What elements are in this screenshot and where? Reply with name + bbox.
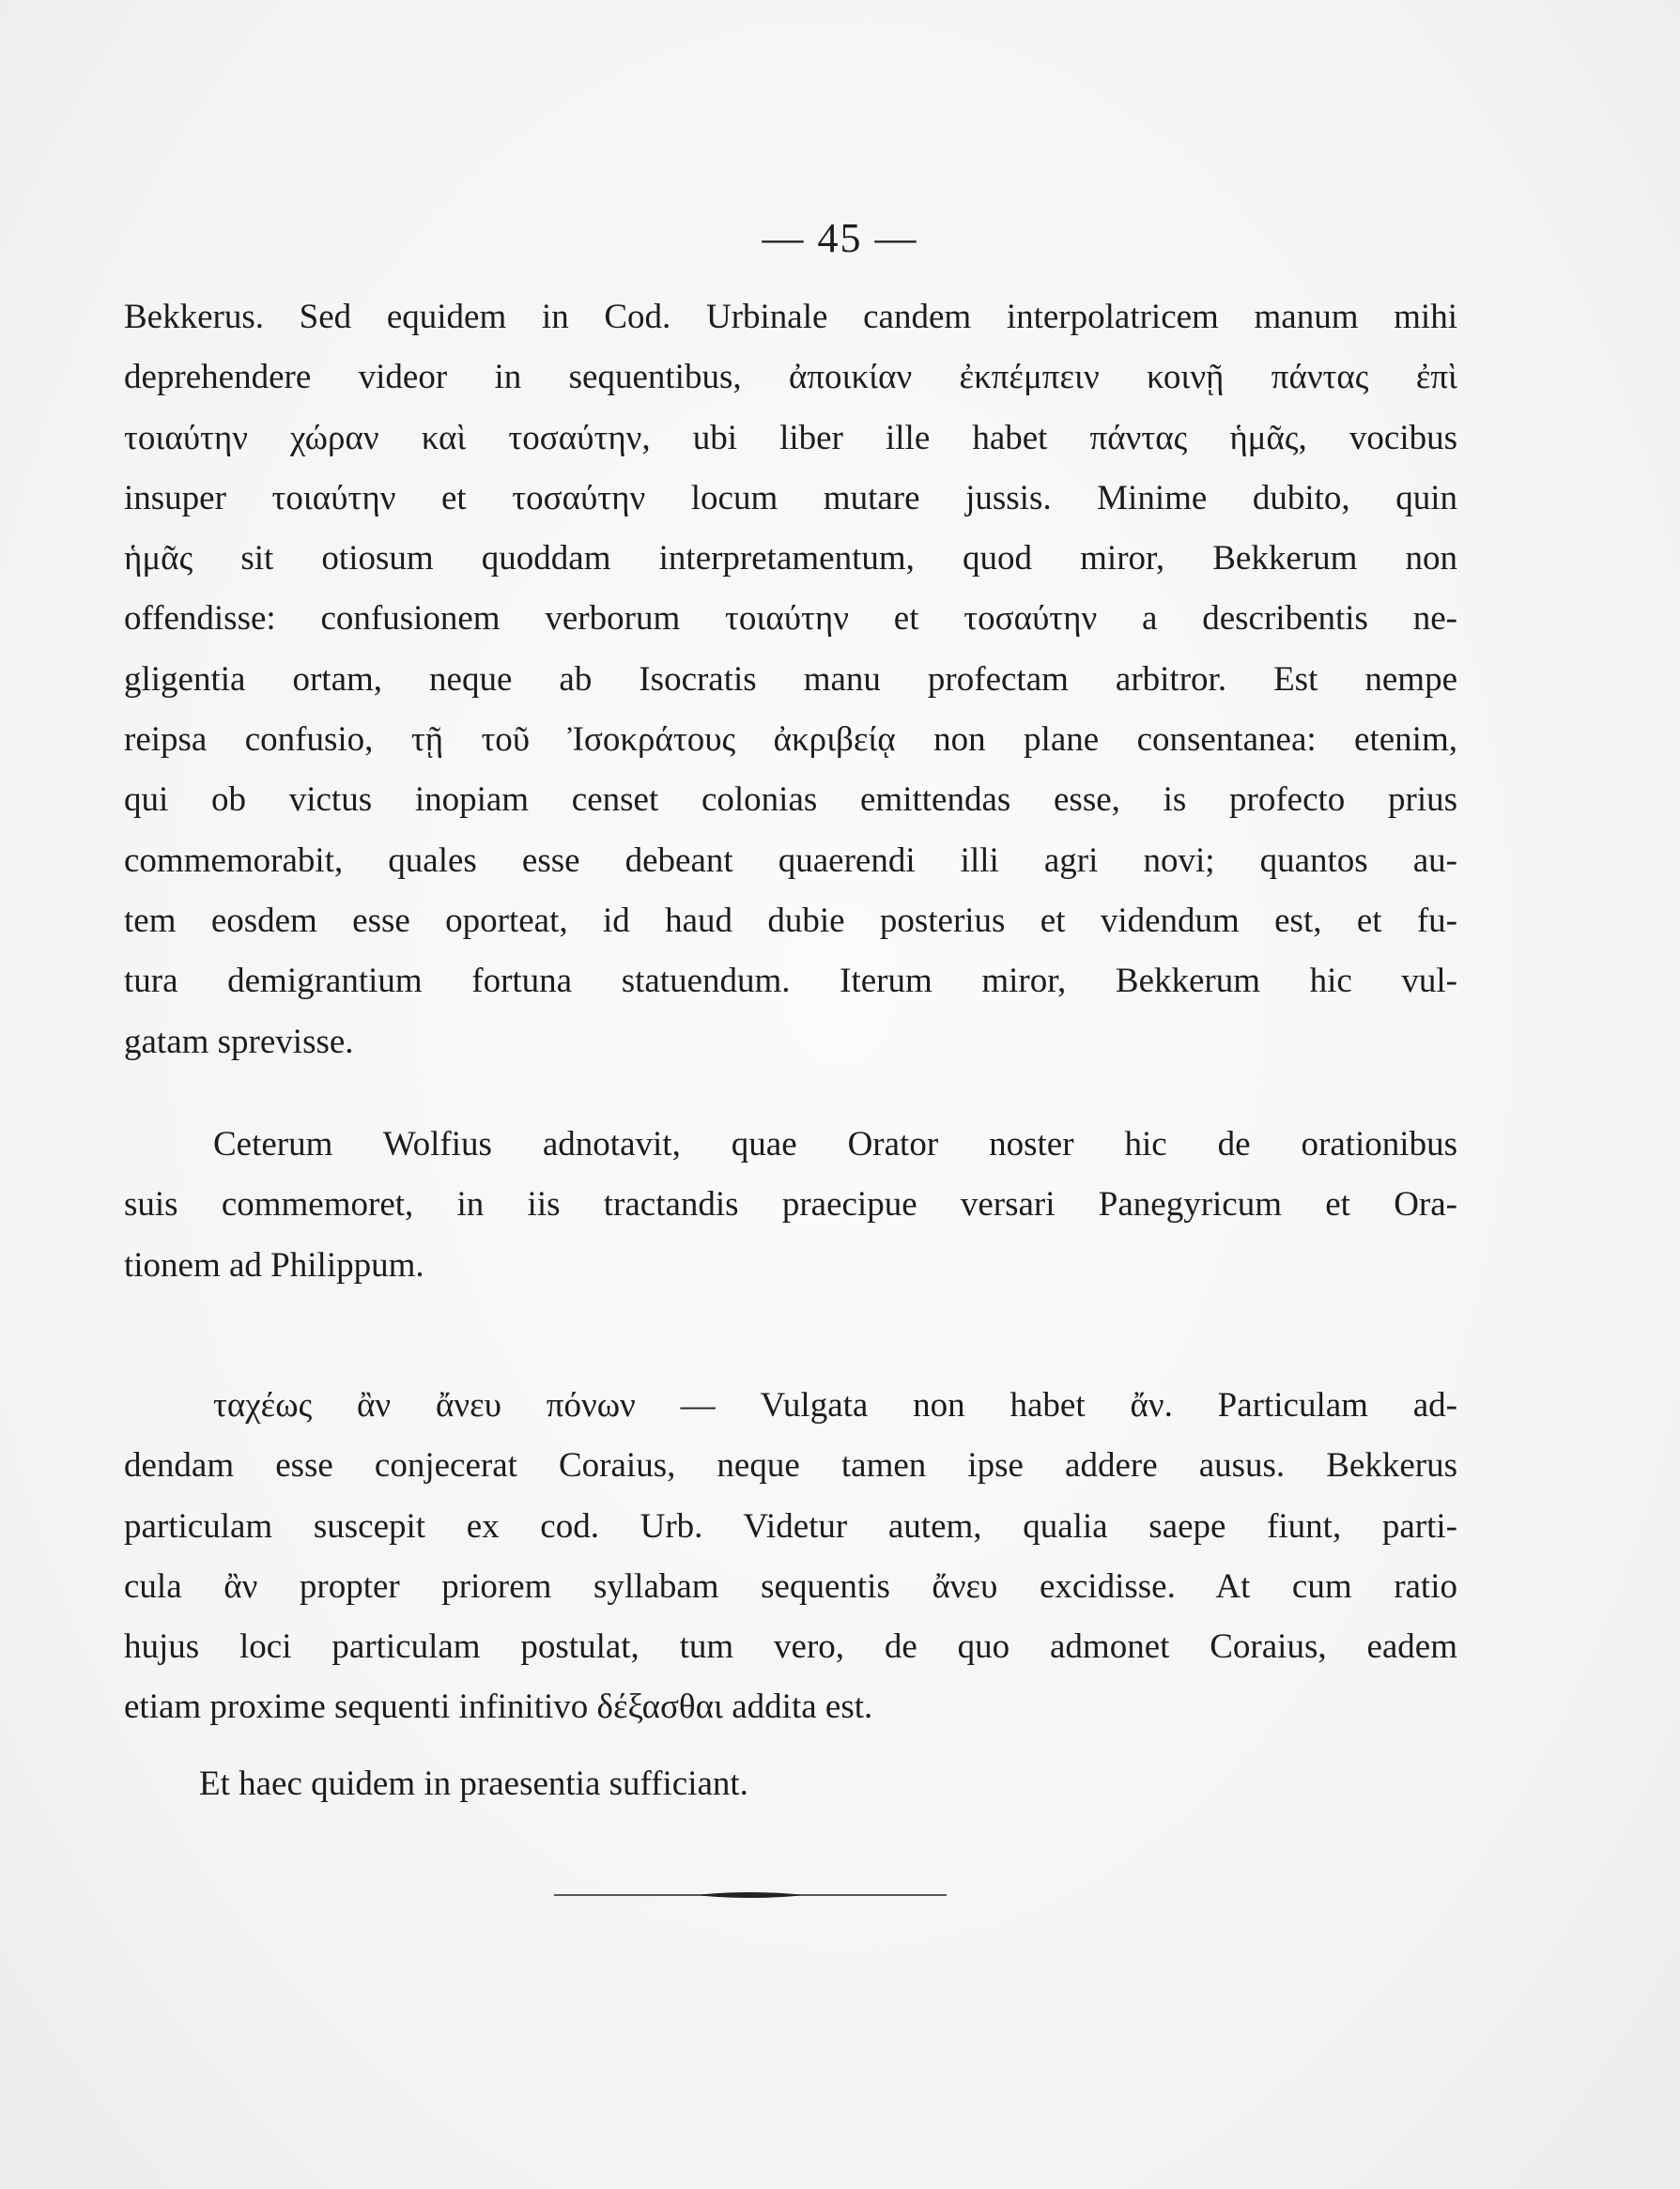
text-line: dendam esse conjecerat Coraius, neque tamen ipse addere ausus. Bekkerus: [124, 1446, 1457, 1486]
text-line: cula ἂν propter priorem syllabam sequentis ἄνευ excidisse. At cum ratio: [124, 1566, 1457, 1606]
text-line: reipsa confusio, τῇ τοῦ Ἰσοκράτους ἀκριβείᾳ non plane consentanea: etenim,: [124, 720, 1457, 760]
text-line: insuper τοιαύτην et τοσαύτην locum mutare jussis. Minime dubito, quin: [124, 478, 1457, 517]
text-line: tura demigrantium fortuna statuendum. Iterum miror, Bekkerum hic vul-: [124, 962, 1457, 1001]
text-line: Ceterum Wolfius adnotavit, quae Orator noster hic de orationibus: [213, 1125, 1457, 1164]
closing-rule-ornament: [554, 1890, 947, 1900]
paragraph-4: [124, 1754, 1457, 1814]
paragraph-1: [124, 287, 1457, 1072]
text-line: τοιαύτην χώραν καὶ τοσαύτην, ubi liber ille habet πάντας ἡμᾶς, vocibus: [124, 418, 1457, 457]
text-line: Et haec quidem in praesentia sufficiant.: [199, 1765, 748, 1803]
text-line: gligentia ortam, neque ab Isocratis manu profectam arbitror. Est nempe: [124, 659, 1457, 699]
text-line: ἡμᾶς sit otiosum quoddam interpretamentum, quod miror, Bekkerum non: [124, 539, 1457, 578]
text-line: Bekkerus. Sed equidem in Cod. Urbinale candem interpolatricem manum mihi: [124, 298, 1457, 336]
text-line: ταχέως ἂν ἄνευ πόνων — Vulgata non habet ἄν. Particulam ad-: [213, 1386, 1457, 1425]
paragraph-2: [124, 1115, 1457, 1296]
paragraph-3: [124, 1376, 1457, 1738]
text-line: hujus loci particulam postulat, tum vero, de quo admonet Coraius, eadem: [124, 1627, 1457, 1667]
page-number: — 45 —: [762, 215, 918, 261]
text-line: qui ob victus inopiam censet colonias emittendas esse, is profecto prius: [124, 780, 1457, 820]
text-line: offendisse: confusionem verborum τοιαύτην et τοσαύτην a describentis ne-: [124, 599, 1457, 639]
text-line: commemorabit, quales esse debeant quaerendi illi agri novi; quantos au-: [124, 840, 1457, 880]
text-line: particulam suscepit ex cod. Urb. Videtur autem, qualia saepe fiunt, parti-: [124, 1506, 1457, 1546]
text-line: tem eosdem esse oporteat, id haud dubie posterius et videndum est, et fu-: [124, 901, 1457, 940]
text-line: tionem ad Philippum.: [124, 1245, 424, 1285]
text-line: suis commemoret, in iis tractandis praecipue versari Panegyricum et Ora-: [124, 1185, 1457, 1225]
text-line: etiam proxime sequenti infinitivo δέξασθαι addita est.: [124, 1688, 873, 1727]
text-line: gatam sprevisse.: [124, 1022, 354, 1061]
text-line: deprehendere videor in sequentibus, ἀποικίαν ἐκπέμπειν κοινῇ πάντας ἐπὶ: [124, 358, 1457, 397]
